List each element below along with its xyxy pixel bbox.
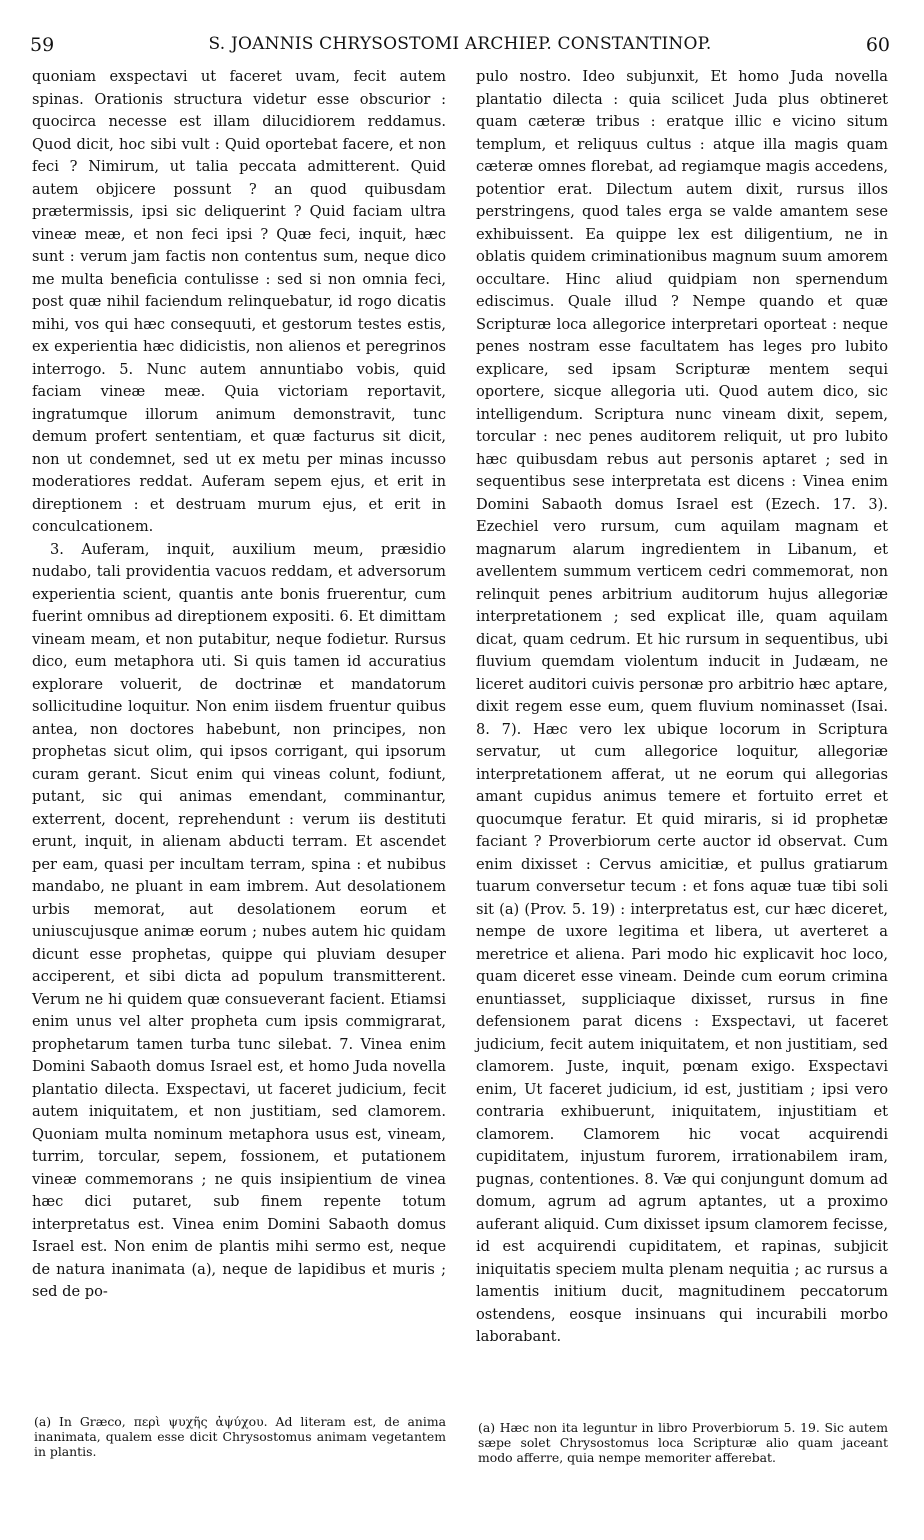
right-column [476, 66, 888, 1349]
footnote-left-text: (a) In Græco, περὶ ψυχῆς ἀψύχου. Ad literam est, de anima inanimata, qualem esse dicit Chrysostomus animam vegetantem in plantis. [34, 1414, 446, 1459]
page-number-right: 60 [865, 34, 890, 56]
page-header [30, 34, 890, 60]
footnote-right [478, 1420, 888, 1465]
footnote-right-text: (a) Hæc non ita leguntur in libro Proverbiorum 5. 19. Sic autem sæpe solet Chrysostomus loca Scripturæ alio quam jaceant modo afferre, quia nempe memoriter afferebat. [478, 1420, 888, 1465]
page-number-left: 59 [30, 34, 55, 56]
footnote-left [34, 1414, 446, 1459]
running-title: S. JOANNIS CHRYSOSTOMI ARCHIEP. CONSTANTINOP. [208, 34, 712, 54]
left-paragraph-1: quoniam exspectavi ut faceret uvam, fecit autem spinas. Orationis structura videtur esse obscurior : quocirca necesse est illam dilucidiorem reddamus. Quod dicit, hoc sibi vult : Quid oportebat facere, et non feci ? Nimirum, ut talia peccata admitterent. Quid autem objicere possunt ? an quod quibusdam prætermissis, ipsi sic deliquerint ? Quid faciam ultra vineæ meæ, et non feci ipsi ? Quæ feci, inquit, hæc sunt : verum jam factis non contentus sum, neque dico me multa beneficia contulisse : sed si non omnia feci, post quæ nihil faciendum relinquebatur, id rogo dicatis mihi, vos qui hæc consequuti, et gestorum testes estis, ex experientia hæc didicistis, non alienos et peregrinos interrogo. 5. Nunc autem annuntiabo vobis, quid faciam vineæ meæ. Quia victoriam reportavit, ingratumque illorum animum demonstravit, tunc demum profert sententiam, et quæ facturus sit dicit, non ut condemnet, sed ut ex metu per minas incusso moderatiores reddat. Auferam sepem ejus, et erit in direptionem : et destruam murum ejus, et erit in conculcationem. [32, 68, 446, 535]
left-paragraph-2: 3. Auferam, inquit, auxilium meum, præsidio nudabo, tali providentia vacuos reddam, et adversorum experientia scient, quantis ante bonis fruerentur, cum fuerint omnibus ad direptionem expositi. 6. Et dimittam vineam meam, et non putabitur, neque fodietur. Rursus dico, eum metaphora uti. Si quis tamen id accuratius explorare voluerit, de doctrinæ et mandatorum sollicitudine loquitur. Non enim iisdem fruentur quibus antea, non doctores habebunt, non principes, non prophetas sicut olim, qui ipsos corrigant, qui ipsorum curam gerant. Sicut enim qui vineas colunt, fodiunt, putant, sic qui animas emendant, comminantur, exterrent, docent, reprehendunt : verum iis destituti erunt, inquit, in alienam abducti terram. Et ascendet per eam, quasi per incultam terram, spina : et nubibus mandabo, ne pluant in eam imbrem. Aut desolationem urbis memorat, aut desolationem eorum et uniuscujusque animæ eorum ; nubes autem hic quidam dicunt esse prophetas, quippe qui pluviam desuper acciperent, et sibi dicta ad populum transmitterent. Verum ne hi quidem quæ consueverant facient. Etiamsi enim unus vel alter propheta cum ipsis commigrarat, prophetarum tamen turba tunc silebat. 7. Vinea enim Domini Sabaoth domus Israel est, et homo Juda novella plantatio dilecta. Exspectavi, ut faceret judicium, fecit autem iniquitatem, et non justitiam, sed clamorem. Quoniam multa nominum metaphora usus est, vineam, turrim, torcular, sepem, fossionem, et putationem vineæ commemorans ; ne quis insipientium de vinea hæc dici putaret, sub finem repente totum interpretatus est. Vinea enim Domini Sabaoth domus Israel est. Non enim de plantis mihi sermo est, neque de natura inanimata (a), neque de lapidibus et muris ; sed de po- [32, 540, 446, 1300]
right-paragraph-1: pulo nostro. Ideo subjunxit, Et homo Juda novella plantatio dilecta : quia scilicet Juda plus obtineret quam cæteræ tribus : eratque illic e vicino situm templum, et reliquus cultus : atque illa magis quam cæteræ omnes florebat, ad regiamque magis accedens, potentior erat. Dilectum autem dixit, rursus illos perstringens, quod tales erga se valde amantem sese exhibuissent. Ea quippe lex est diligentium, ne in oblatis quidem criminationibus magnum suum amorem occultare. Hinc aliud quidpiam non spernendum ediscimus. Quale illud ? Nempe quando et quæ Scripturæ loca allegorice interpretari oporteat : neque penes nostram esse facultatem has leges pro lubito explicare, sed ipsam Scripturæ mentem sequi oportere, sicque allegoria uti. Quod autem dico, sic intelligendum. Scriptura nunc vineam dixit, sepem, torcular : nec penes auditorem reliquit, ut pro lubito hæc quibusdam rebus aut personis aptaret ; sed in sequentibus sese interpretata est dicens : Vinea enim Domini Sabaoth domus Israel est (Ezech. 17. 3). Ezechiel vero rursum, cum aquilam magnam et magnarum alarum ingredientem in Libanum, et avellentem summum verticem cedri commemorat, non relinquit penes arbitrium auditorum hujus allegoriæ interpretationem ; sed explicat ille, quam aquilam dicat, quam cedrum. Et hic rursum in sequentibus, ubi fluvium quemdam violentum inducit in Judæam, ne liceret auditori cuivis personæ pro arbitrio hæc aptare, dixit regem esse eum, quem fluvium nominasset (Isai. 8. 7). Hæc vero lex ubique locorum in Scriptura servatur, ut cum allegorice loquitur, allegoriæ interpretationem afferat, ut ne eorum qui allegorias amant cupidus animus temere et fortuito erret et quocumque feratur. Et quid miraris, si id prophetæ faciant ? Proverbiorum certe auctor id observat. Cum enim dixisset : Cervus amicitiæ, et pullus gratiarum tuarum conversetur tecum : et fons aquæ tuæ tibi soli sit (a) (Prov. 5. 19) : interpretatus est, cur hæc diceret, nempe de uxore legitima et libera, ut averteret a meretrice et aliena. Pari modo hic explicavit hoc loco, quam diceret esse vineam. Deinde cum eorum crimina enuntiasset, suppliciaque dixisset, rursus in fine defensionem parat dicens : Exspectavi, ut faceret judicium, fecit autem iniquitatem, et non justitiam, sed clamorem. Juste, inquit, pœnam exigo. Exspectavi enim, Ut faceret judicium, id est, justitiam ; ipsi vero contraria exhibuerunt, iniquitatem, injustitiam et clamorem. Clamorem hic vocat acquirendi cupiditatem, injustum furorem, irrationabilem iram, pugnas, contentiones. 8. Væ qui conjungunt domum ad domum, agrum ad agrum aptantes, ut a proximo auferant aliquid. Cum dixisset ipsum clamorem fecisse, id est acquirendi cupiditatem, et rapinas, subjicit iniquitatis speciem multa plenam nequitia ; ac rursus a lamentis initium ducit, magnitudinem peccatorum ostendens, eosque insinuans qui incurabili morbo laborabant. [476, 68, 888, 1345]
left-column [32, 66, 446, 1304]
